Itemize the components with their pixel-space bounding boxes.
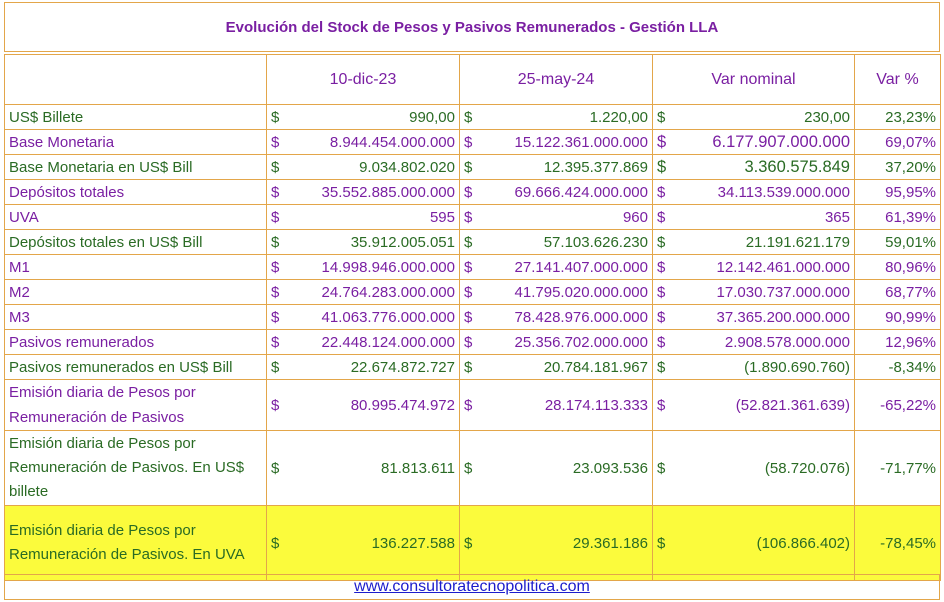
- cell-v1: [267, 180, 460, 205]
- value-may24: 69.666.424.000.000: [514, 183, 648, 201]
- cell-v2: [460, 230, 653, 255]
- row-label: Depósitos totales en US$ Bill: [5, 230, 267, 255]
- cell-v3: [653, 506, 855, 581]
- currency-sign: $: [271, 258, 280, 276]
- currency-sign: $: [271, 183, 280, 201]
- currency-sign: $: [464, 233, 473, 251]
- cell-v1: [267, 130, 460, 155]
- value-var-nominal: 34.113.539.000.000: [717, 183, 850, 201]
- website-link[interactable]: www.consultoratecnopolitica.com: [354, 578, 590, 595]
- currency-sign: $: [464, 358, 473, 376]
- currency-sign: $: [464, 396, 473, 414]
- currency-sign: $: [271, 158, 280, 176]
- cell-v2: [460, 280, 653, 305]
- table-row: [5, 105, 941, 130]
- footer: [4, 574, 940, 600]
- cell-v2: [460, 130, 653, 155]
- currency-sign: $: [657, 132, 667, 151]
- currency-sign: $: [271, 396, 280, 414]
- value-may24: 29.361.186: [572, 534, 648, 552]
- currency-sign: $: [271, 283, 280, 301]
- sheet-title: Evolución del Stock de Pesos y Pasivos Remunerados - Gestión LLA: [4, 2, 940, 52]
- currency-sign: $: [464, 108, 473, 126]
- currency-sign: $: [271, 333, 280, 351]
- row-label: M3: [5, 305, 267, 330]
- value-var-nominal: (58.720.076): [764, 459, 850, 477]
- header-var-pct: Var %: [855, 55, 941, 105]
- value-var-nominal: 365: [824, 208, 850, 226]
- table-row: [5, 305, 941, 330]
- cell-v3: [653, 380, 855, 431]
- currency-sign: $: [464, 459, 473, 477]
- value-may24: 12.395.377.869: [543, 158, 648, 176]
- currency-sign: $: [271, 208, 280, 226]
- table-row: [5, 330, 941, 355]
- row-label: Emisión diaria de Pesos por Remuneración de Pasivos. En UVA: [5, 506, 267, 581]
- cell-v3: [653, 330, 855, 355]
- value-may24: 27.141.407.000.000: [514, 258, 648, 276]
- value-dec23: 22.448.124.000.000: [321, 333, 455, 351]
- cell-v1: [267, 330, 460, 355]
- value-dec23: 136.227.588: [371, 534, 455, 552]
- highlighted-row: [5, 506, 941, 581]
- table-row: [5, 205, 941, 230]
- cell-v1: [267, 280, 460, 305]
- value-var-pct: 68,77%: [855, 280, 941, 305]
- value-var-nominal: (106.866.402): [756, 534, 850, 552]
- value-may24: 15.122.361.000.000: [514, 133, 648, 151]
- row-label: UVA: [5, 205, 267, 230]
- currency-sign: $: [464, 133, 473, 151]
- currency-sign: $: [271, 233, 280, 251]
- value-var-nominal: (1.890.690.760): [744, 358, 850, 376]
- cell-v2: [460, 180, 653, 205]
- row-label: Depósitos totales: [5, 180, 267, 205]
- cell-v1: [267, 105, 460, 130]
- row-label: M2: [5, 280, 267, 305]
- row-label: Pasivos remunerados: [5, 330, 267, 355]
- currency-sign: $: [657, 258, 666, 276]
- currency-sign: $: [464, 308, 473, 326]
- cell-v3: [653, 155, 855, 180]
- value-dec23: 9.034.802.020: [359, 158, 455, 176]
- value-may24: 78.428.976.000.000: [514, 308, 648, 326]
- cell-v2: [460, 506, 653, 581]
- currency-sign: $: [271, 459, 280, 477]
- value-var-pct: -8,34%: [855, 355, 941, 380]
- value-var-pct: 80,96%: [855, 255, 941, 280]
- cell-v2: [460, 155, 653, 180]
- currency-sign: $: [464, 333, 473, 351]
- currency-sign: $: [464, 158, 473, 176]
- cell-v3: [653, 130, 855, 155]
- cell-v3: [653, 255, 855, 280]
- value-var-nominal: 230,00: [804, 108, 850, 126]
- table-row: [5, 380, 941, 431]
- currency-sign: $: [657, 534, 666, 552]
- cell-v1: [267, 255, 460, 280]
- currency-sign: $: [271, 108, 280, 126]
- cell-v1: [267, 380, 460, 431]
- value-var-pct: 12,96%: [855, 330, 941, 355]
- value-var-pct: -71,77%: [855, 431, 941, 506]
- value-dec23: 990,00: [409, 108, 455, 126]
- currency-sign: $: [464, 534, 473, 552]
- value-may24: 23.093.536: [572, 459, 648, 477]
- table-row: [5, 155, 941, 180]
- value-var-nominal: 37.365.200.000.000: [716, 308, 850, 326]
- value-var-nominal: 6.177.907.000.000: [712, 132, 850, 151]
- row-label: Base Monetaria en US$ Bill: [5, 155, 267, 180]
- value-var-pct: -78,45%: [855, 506, 941, 581]
- header-date-1: 10-dic-23: [267, 55, 460, 105]
- cell-v1: [267, 506, 460, 581]
- value-var-nominal: (52.821.361.639): [735, 396, 850, 414]
- value-may24: 20.784.181.967: [543, 358, 648, 376]
- header-row: [5, 55, 941, 105]
- cell-v3: [653, 431, 855, 506]
- table-row: [5, 431, 941, 506]
- value-var-nominal: 2.908.578.000.000: [724, 333, 850, 351]
- value-may24: 28.174.113.333: [544, 396, 648, 414]
- value-var-pct: 37,20%: [855, 155, 941, 180]
- row-label: Base Monetaria: [5, 130, 267, 155]
- value-dec23: 80.995.474.972: [350, 396, 455, 414]
- value-var-nominal: 21.191.621.179: [745, 233, 850, 251]
- table-row: [5, 280, 941, 305]
- value-may24: 57.103.626.230: [543, 233, 648, 251]
- value-var-pct: 95,95%: [855, 180, 941, 205]
- value-var-pct: 61,39%: [855, 205, 941, 230]
- currency-sign: $: [464, 183, 473, 201]
- header-date-2: 25-may-24: [460, 55, 653, 105]
- header-var-nominal: Var nominal: [653, 55, 855, 105]
- currency-sign: $: [271, 133, 280, 151]
- table-row: [5, 230, 941, 255]
- value-may24: 960: [622, 208, 648, 226]
- row-label: M1: [5, 255, 267, 280]
- currency-sign: $: [657, 358, 666, 376]
- row-label: Emisión diaria de Pesos por Remuneración de Pasivos. En US$ billete: [5, 431, 267, 506]
- cell-v2: [460, 205, 653, 230]
- cell-v1: [267, 431, 460, 506]
- currency-sign: $: [271, 358, 280, 376]
- currency-sign: $: [271, 534, 280, 552]
- cell-v3: [653, 280, 855, 305]
- currency-sign: $: [657, 459, 666, 477]
- cell-v1: [267, 230, 460, 255]
- currency-sign: $: [464, 258, 473, 276]
- cell-v3: [653, 105, 855, 130]
- value-dec23: 24.764.283.000.000: [321, 283, 455, 301]
- cell-v2: [460, 330, 653, 355]
- value-dec23: 595: [429, 208, 455, 226]
- currency-sign: $: [657, 308, 666, 326]
- currency-sign: $: [657, 157, 667, 176]
- cell-v1: [267, 355, 460, 380]
- value-dec23: 8.944.454.000.000: [329, 133, 455, 151]
- value-var-nominal: 12.142.461.000.000: [716, 258, 850, 276]
- cell-v2: [460, 105, 653, 130]
- value-dec23: 22.674.872.727: [350, 358, 455, 376]
- cell-v3: [653, 305, 855, 330]
- currency-sign: $: [657, 183, 666, 201]
- cell-v3: [653, 230, 855, 255]
- row-label: Pasivos remunerados en US$ Bill: [5, 355, 267, 380]
- cell-v1: [267, 205, 460, 230]
- table-row: [5, 130, 941, 155]
- currency-sign: $: [657, 396, 666, 414]
- cell-v3: [653, 205, 855, 230]
- currency-sign: $: [657, 333, 666, 351]
- cell-v2: [460, 305, 653, 330]
- value-var-nominal: 3.360.575.849: [744, 157, 850, 176]
- value-dec23: 14.998.946.000.000: [321, 258, 455, 276]
- cell-v2: [460, 431, 653, 506]
- cell-v3: [653, 180, 855, 205]
- table-row: [5, 180, 941, 205]
- value-var-pct: 69,07%: [855, 130, 941, 155]
- value-var-pct: -65,22%: [855, 380, 941, 431]
- currency-sign: $: [657, 108, 666, 126]
- currency-sign: $: [657, 233, 666, 251]
- value-dec23: 35.912.005.051: [350, 233, 455, 251]
- currency-sign: $: [464, 283, 473, 301]
- cell-v3: [653, 355, 855, 380]
- cell-v1: [267, 155, 460, 180]
- value-var-pct: 23,23%: [855, 105, 941, 130]
- cell-v2: [460, 380, 653, 431]
- cell-v2: [460, 355, 653, 380]
- value-may24: 1.220,00: [589, 108, 648, 126]
- value-var-pct: 90,99%: [855, 305, 941, 330]
- data-table: [4, 54, 941, 581]
- currency-sign: $: [657, 208, 666, 226]
- value-dec23: 41.063.776.000.000: [321, 308, 455, 326]
- header-label-cell: [5, 55, 267, 105]
- value-may24: 25.356.702.000.000: [514, 333, 648, 351]
- table-row: [5, 355, 941, 380]
- row-label: Emisión diaria de Pesos por Remuneración de Pasivos: [5, 380, 267, 431]
- row-label: US$ Billete: [5, 105, 267, 130]
- currency-sign: $: [657, 283, 666, 301]
- value-var-nominal: 17.030.737.000.000: [716, 283, 850, 301]
- value-var-pct: 59,01%: [855, 230, 941, 255]
- currency-sign: $: [271, 308, 280, 326]
- value-dec23: 81.813.611: [381, 459, 455, 477]
- cell-v2: [460, 255, 653, 280]
- table-row: [5, 255, 941, 280]
- value-dec23: 35.552.885.000.000: [321, 183, 455, 201]
- currency-sign: $: [464, 208, 473, 226]
- cell-v1: [267, 305, 460, 330]
- value-may24: 41.795.020.000.000: [514, 283, 648, 301]
